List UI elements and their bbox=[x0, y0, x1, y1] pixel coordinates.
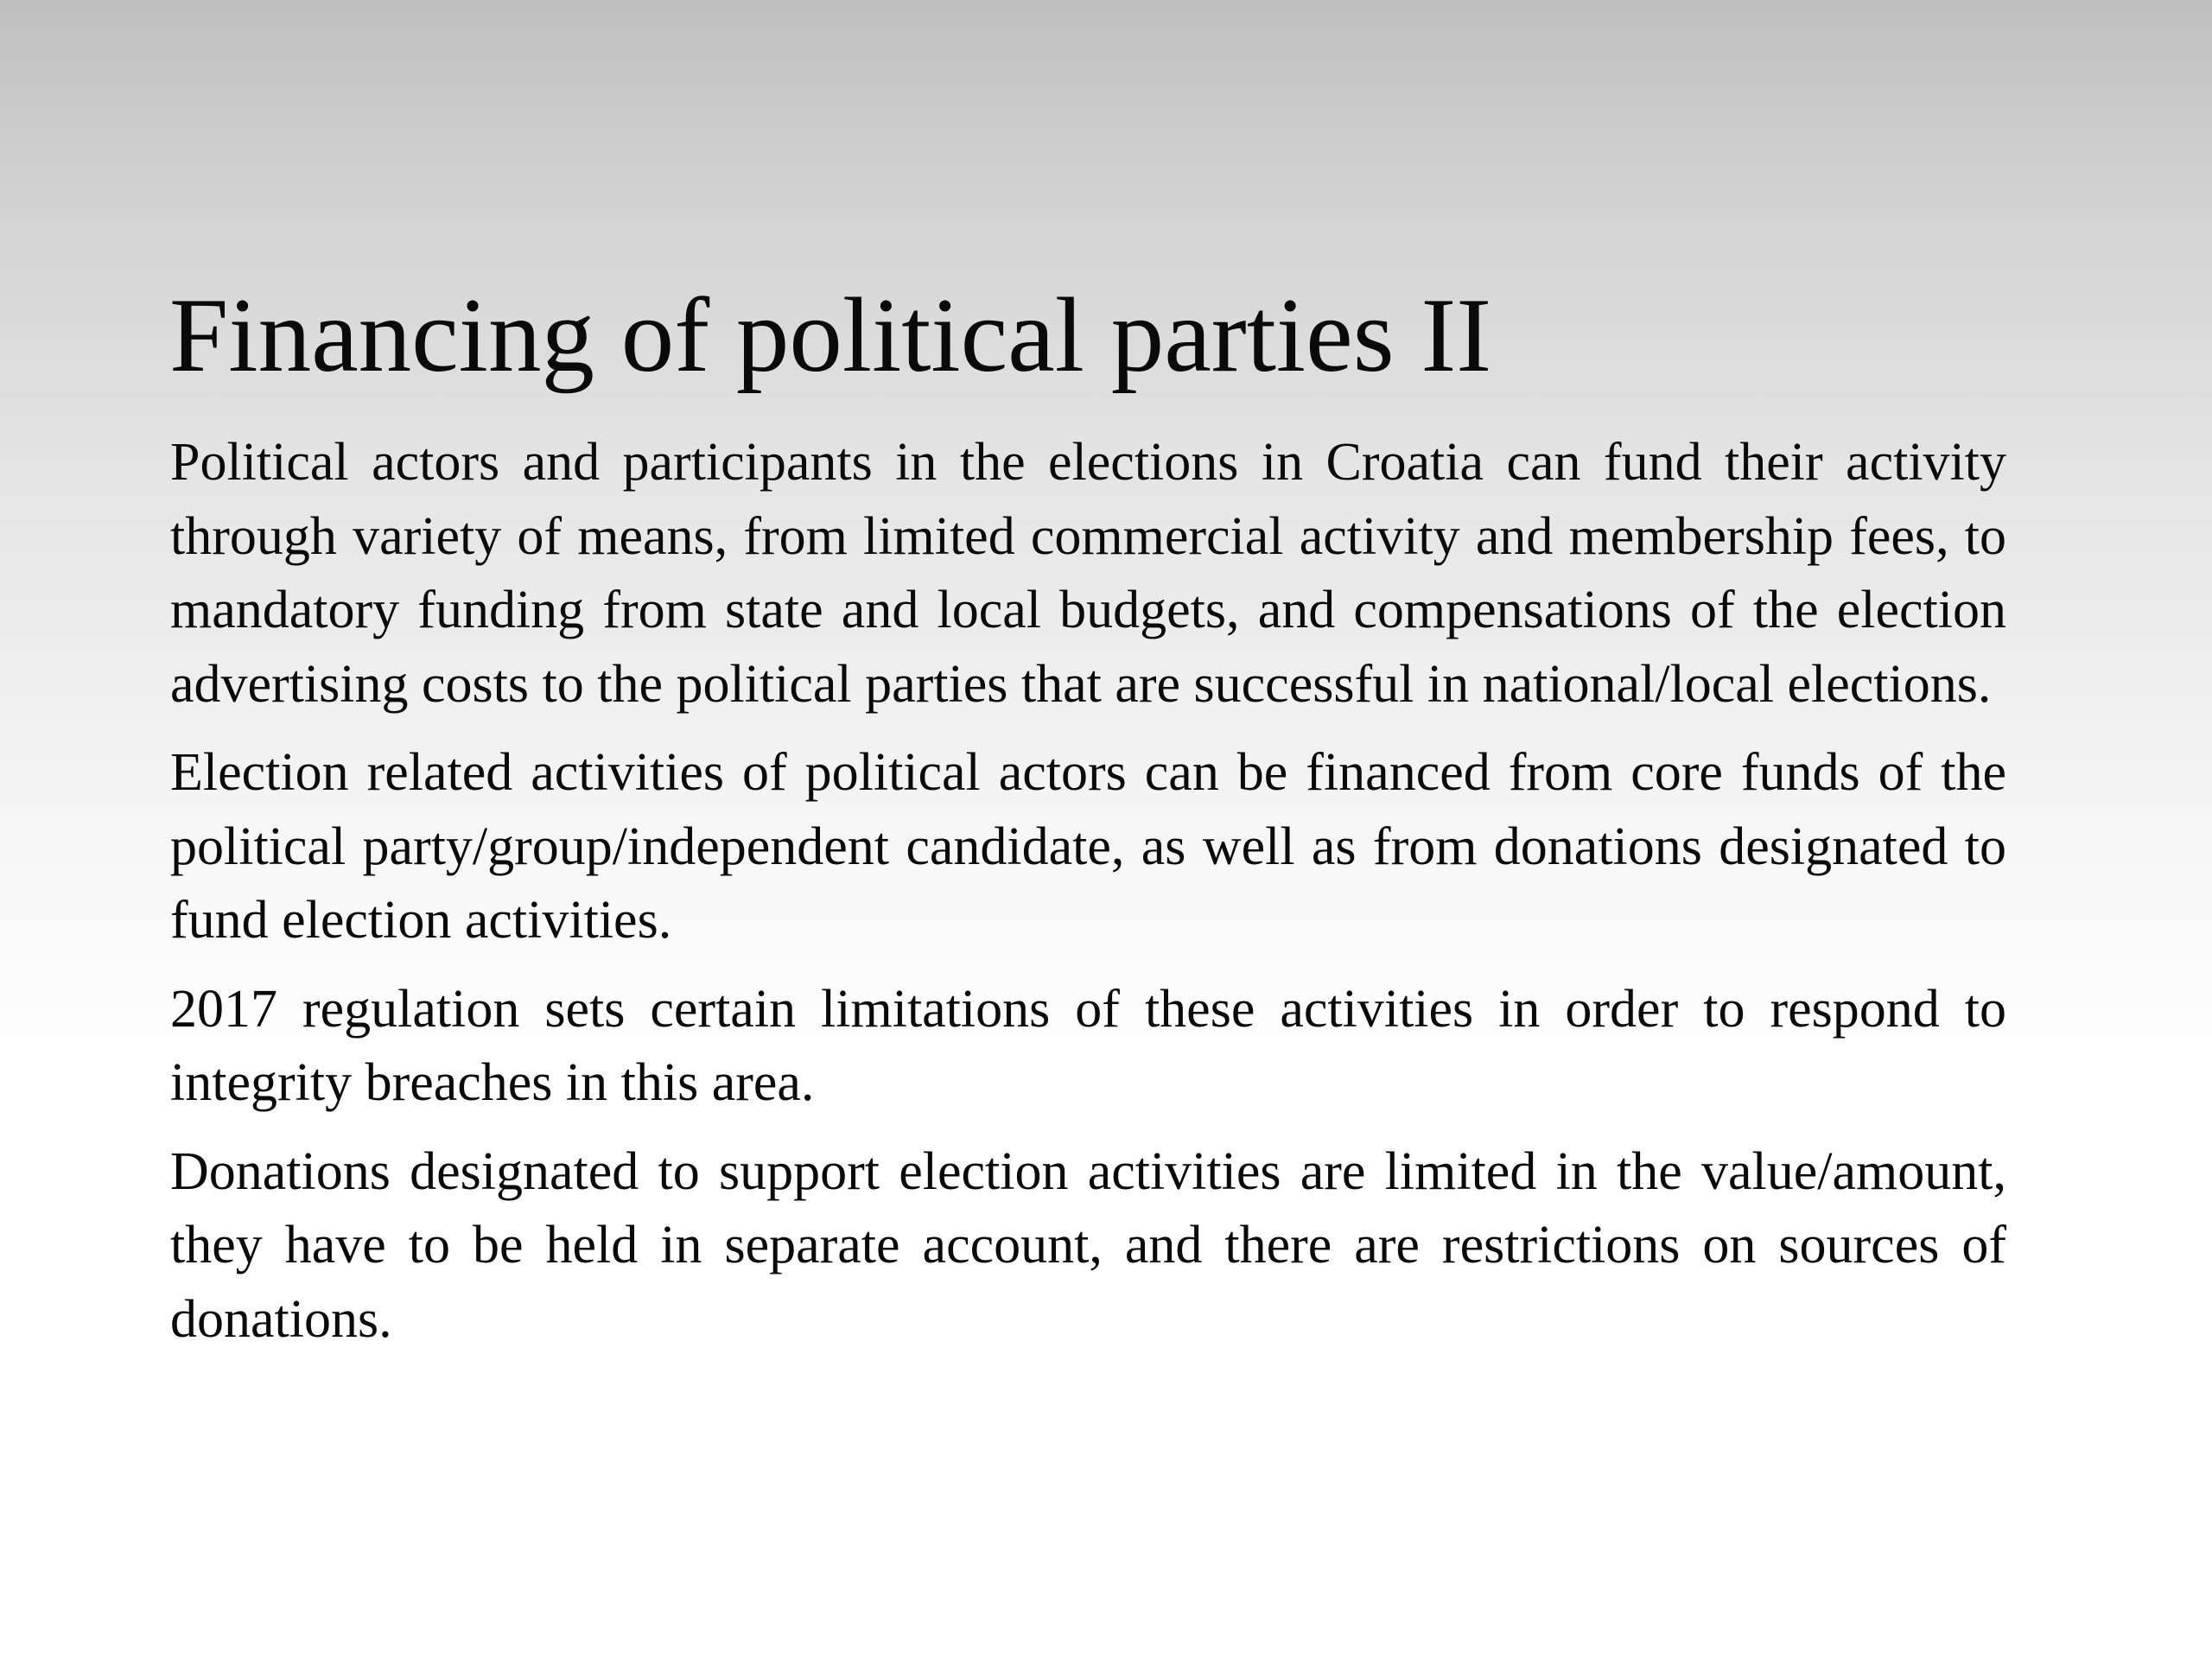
slide-title: Financing of political parties II bbox=[169, 276, 1492, 394]
paragraph-2017-regulation: 2017 regulation sets certain limitations of these activities in order to respond to integrity breaches in this area. bbox=[170, 979, 2006, 1112]
paragraph-funding-means: Political actors and participants in the elections in Croatia can fund their activity through variety of means, from limited commercial activity and membership fees, to mandatory funding from state and local budgets, and compensations of the election advertising costs to the political parties that are successful in national/local elections. bbox=[170, 433, 2006, 714]
paragraph-donation-limits: Donations designated to support election activities are limited in the value/amount, they have to be held in separate account, and there are restrictions on sources of donations. bbox=[170, 1141, 2006, 1349]
slide-body bbox=[170, 426, 2006, 1371]
paragraph-election-financing: Election related activities of political actors can be financed from core funds of the political party/group/independent candidate, as well as from donations designated to fund election activities. bbox=[170, 743, 2006, 950]
